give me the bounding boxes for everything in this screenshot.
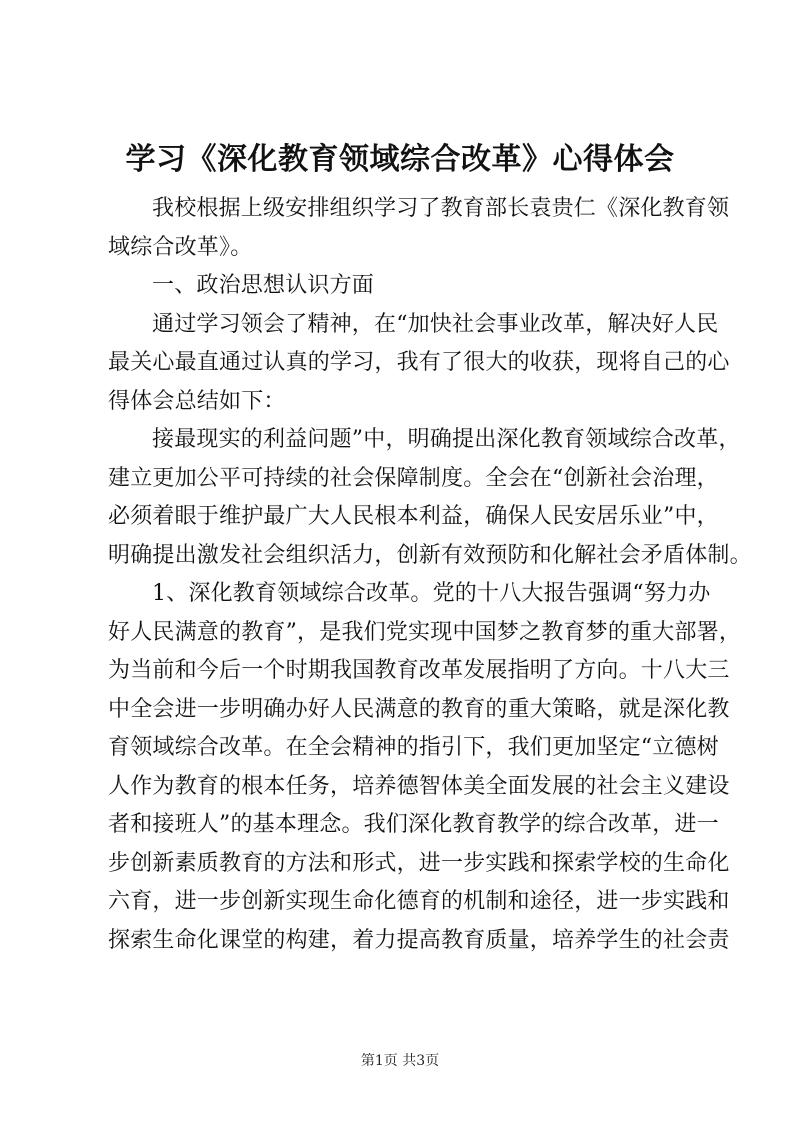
paragraph-line: 步创新素质教育的方法和形式，进一步实践和探索学校的生命化: [108, 850, 730, 876]
paragraph-line: 1、深化教育领域综合改革。党的十八大报告强调“努力办: [152, 581, 711, 606]
paragraph-line: 一、政治思想认识方面: [152, 273, 375, 298]
paragraph-line: 必须着眼于维护最广大人民根本利益，确保人民安居乐业”中，: [108, 504, 719, 529]
paragraph-line: 域综合改革》。: [108, 234, 253, 260]
paragraph-line: 明确提出激发社会组织活力，创新有效预防和化解社会矛盾体制。: [108, 542, 752, 568]
paragraph-line: 育领域综合改革。在全会精神的指引下，我们更加坚定“立德树: [108, 735, 719, 760]
paragraph-line: 六育，进一步创新实现生命化德育的机制和途径，进一步实践和: [108, 889, 730, 914]
paragraph-2: [108, 267, 710, 306]
paragraph-line: 为当前和今后一个时期我国教育改革发展指明了方向。十八大三: [108, 658, 730, 683]
paragraph-line: 探索生命化课堂的构建，着力提高教育质量，培养学生的社会责: [108, 927, 730, 953]
paragraph-line: 得体会总结如下：: [108, 388, 286, 414]
paragraph-line: 通过学习领会了精神，在“加快社会事业改革，解决好人民: [152, 311, 719, 337]
paragraph-line: 者和接班人”的基本理念。我们深化教育教学的综合改革，进一: [108, 812, 719, 837]
page-footer: 第1页 共3页: [360, 1053, 440, 1069]
paragraph-line: 最关心最直通过认真的学习，我有了很大的收获，现将自己的心: [108, 350, 730, 375]
paragraph-line: 我校根据上级安排组织学习了教育部长袁贵仁《深化教育领: [152, 196, 730, 221]
paragraph-1: [108, 190, 730, 267]
paragraph-line: 好人民满意的教育”，是我们党实现中国梦之教育梦的重大部署，: [108, 619, 742, 645]
paragraph-5: [108, 575, 742, 960]
document-body: [108, 190, 752, 960]
paragraph-line: 建立更加公平可持续的社会保障制度。全会在“创新社会治理，: [108, 465, 719, 491]
document-title: 学习《深化教育领域综合改革》心得体会: [125, 142, 675, 177]
paragraph-line: 中全会进一步明确办好人民满意的教育的重大策略，就是深化教: [108, 696, 730, 722]
paragraph-4: [108, 421, 752, 575]
paragraph-line: 接最现实的利益问题”中，明确提出深化教育领域综合改革，: [152, 427, 741, 452]
paragraph-3: [108, 306, 730, 422]
paragraph-line: 人作为教育的根本任务，培养德智体美全面发展的社会主义建设: [108, 773, 730, 799]
